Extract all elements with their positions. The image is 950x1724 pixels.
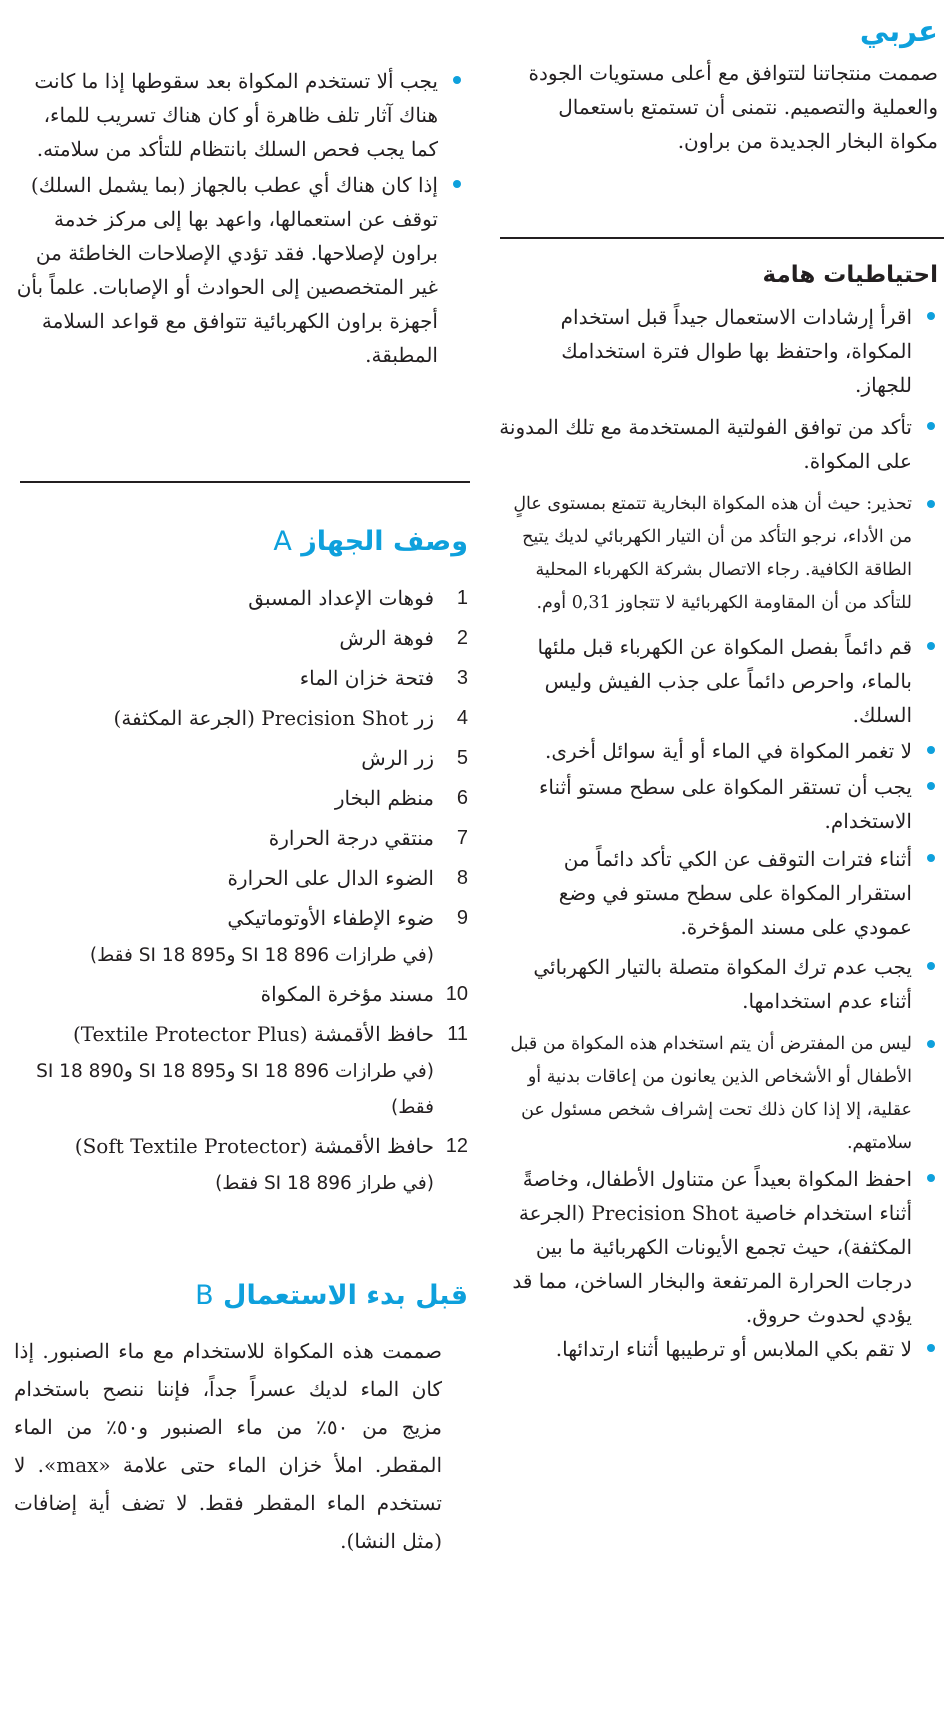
section-a-title — [259, 526, 468, 557]
list-item: 4 زر Precision Shot (الجرعة المكثفة) — [113, 706, 468, 730]
list-item: لا تقم بكي الملابس أو ترطيبها أثناء ارتدائها. — [498, 1332, 938, 1366]
list-item: تأكد من توافق الفولتية المستخدمة مع تلك المدونة على المكواة. — [498, 410, 938, 478]
list-item: 11 حافظ الأقمشة (Textile Protector Plus) (في طرازات SI 18 896 وSI 18 895 وSI 18 890 فقط) — [36, 1022, 468, 1118]
section-a-heading: وصف الجهاز — [301, 526, 468, 557]
language-title: عربي — [859, 14, 938, 48]
bullet-icon — [927, 312, 935, 320]
list-item: يجب ألا تستخدم المكواة بعد سقوطها إذا ما كانت هناك آثار تلف ظاهرة أو كان هناك تسريب للماء، كما يجب فحص السلك بانتظام للتأكد من سلامته. — [12, 64, 464, 166]
section-b-heading: قبل بدء الاستعمال — [223, 1280, 468, 1311]
list-item: 12 حافظ الأقمشة (Soft Textile Protector) (في طراز SI 18 896 فقط) — [74, 1134, 468, 1194]
bullet-icon — [927, 962, 935, 970]
list-item: ليس من المفترض أن يتم استخدام هذه المكواة من قبل الأطفال أو الأشخاص الذين يعانون من إعاقات بدنية أو عقلية، إلا إذا كان ذلك تحت إشراف شخص مسئول عن سلامتهم. — [498, 1028, 938, 1160]
list-item: 7 منتقي درجة الحرارة — [268, 826, 468, 850]
precautions-title: احتياطيات هامة — [762, 262, 938, 288]
list-item: لا تغمر المكواة في الماء أو أية سوائل أخرى. — [498, 734, 938, 768]
section-b-letter: B — [195, 1280, 214, 1311]
section-divider — [20, 481, 470, 483]
section-divider — [500, 237, 944, 239]
list-item: احفظ المكواة بعيداً عن متناول الأطفال، وخاصةً أثناء استخدام خاصية Precision Shot (الجرعة المكثفة)، حيث تجمع الأيونات الكهربائية ما بين درجات الحرارة المرتفعة والبخار الساخن، مما قد يؤدي لحدوث حروق. — [498, 1162, 938, 1332]
list-item: قم دائماً بفصل المكواة عن الكهرباء قبل ملئها بالماء، واحرص دائماً على جذب الفيش وليس السلك. — [498, 630, 938, 732]
precautions-list-continued — [12, 64, 464, 372]
list-item: 3 فتحة خزان الماء — [299, 666, 468, 690]
bullet-icon — [453, 76, 461, 84]
parts-list — [12, 578, 468, 1202]
bullet-icon — [927, 782, 935, 790]
list-item: 5 زر الرش — [361, 746, 468, 770]
bullet-icon — [453, 180, 461, 188]
precautions-list — [498, 300, 938, 1366]
list-item: 2 فوهة الرش — [339, 626, 468, 650]
bullet-icon — [927, 422, 935, 430]
bullet-icon — [927, 746, 935, 754]
list-item: إذا كان هناك أي عطب بالجهاز (بما يشمل السلك) توقف عن استعمالها، واعهد بها إلى مركز خدمة براون لإصلاحها. فقد تؤدي الإصلاحات الخاطئة من غير المتخصصين إلى الحوادث أو الإصابات. علماً بأن أجهزة براون الكهربائية تتوافق مع قواعد السلامة المطبقة. — [12, 168, 464, 372]
intro-paragraph: صممت منتجاتنا لتتوافق مع أعلى مستويات الجودة والعملية والتصميم. نتمنى أن تستمتع باستعمال مكواة البخار الجديدة من براون. — [528, 61, 938, 153]
list-item: اقرأ إرشادات الاستعمال جيداً قبل استخدام المكواة، واحتفظ بها طوال فترة استخدامك للجهاز. — [498, 300, 938, 402]
list-item: 10 مسند مؤخرة المكواة — [260, 982, 468, 1006]
bullet-icon — [927, 1344, 935, 1352]
list-item: 6 منظم البخار — [334, 786, 468, 810]
list-item: أثناء فترات التوقف عن الكي تأكد دائماً من استقرار المكواة على سطح مستو في وضع عمودي على مسند المؤخرة. — [498, 842, 938, 944]
list-item: 9 ضوء الإطفاء الأوتوماتيكي (في طرازات SI 18 896 وSI 18 895 فقط) — [89, 906, 468, 966]
bullet-icon — [927, 500, 935, 508]
bullet-icon — [927, 1040, 935, 1048]
section-a-letter: A — [273, 526, 292, 557]
bullet-icon — [927, 1174, 935, 1182]
list-item: تحذير: حيث أن هذه المكواة البخارية تتمتع بمستوى عالٍ من الأداء، نرجو التأكد من أن التيار الكهربائي لديك يتيح الطاقة الكافية. رجاء الاتصال بشركة الكهرباء المحلية للتأكد من أن المقاومة الكهربائية لا تتجاوز 0,31 أوم. — [498, 488, 938, 620]
list-item: يجب أن تستقر المكواة على سطح مستو أثناء الاستخدام. — [498, 770, 938, 838]
bullet-icon — [927, 642, 935, 650]
list-item: 1 فوهات الإعداد المسبق — [248, 586, 468, 610]
section-b-paragraph: صممت هذه المكواة للاستخدام مع ماء الصنبور. إذا كان الماء لديك عسراً جداً، فإننا ننصح باستخدام مزيج من ٥٠٪ من ماء الصنبور و٥٠٪ من الماء المقطر. املأ خزان الماء حتى علامة «max». لا تستخدم الماء المقطر فقط. لا تضف أية إضافات (مثل النشا). — [14, 1339, 443, 1553]
list-item: يجب عدم ترك المكواة متصلة بالتيار الكهربائي أثناء عدم استخدامها. — [498, 950, 938, 1018]
section-b-title — [181, 1280, 468, 1311]
list-item: 8 الضوء الدال على الحرارة — [227, 866, 468, 890]
bullet-icon — [927, 854, 935, 862]
